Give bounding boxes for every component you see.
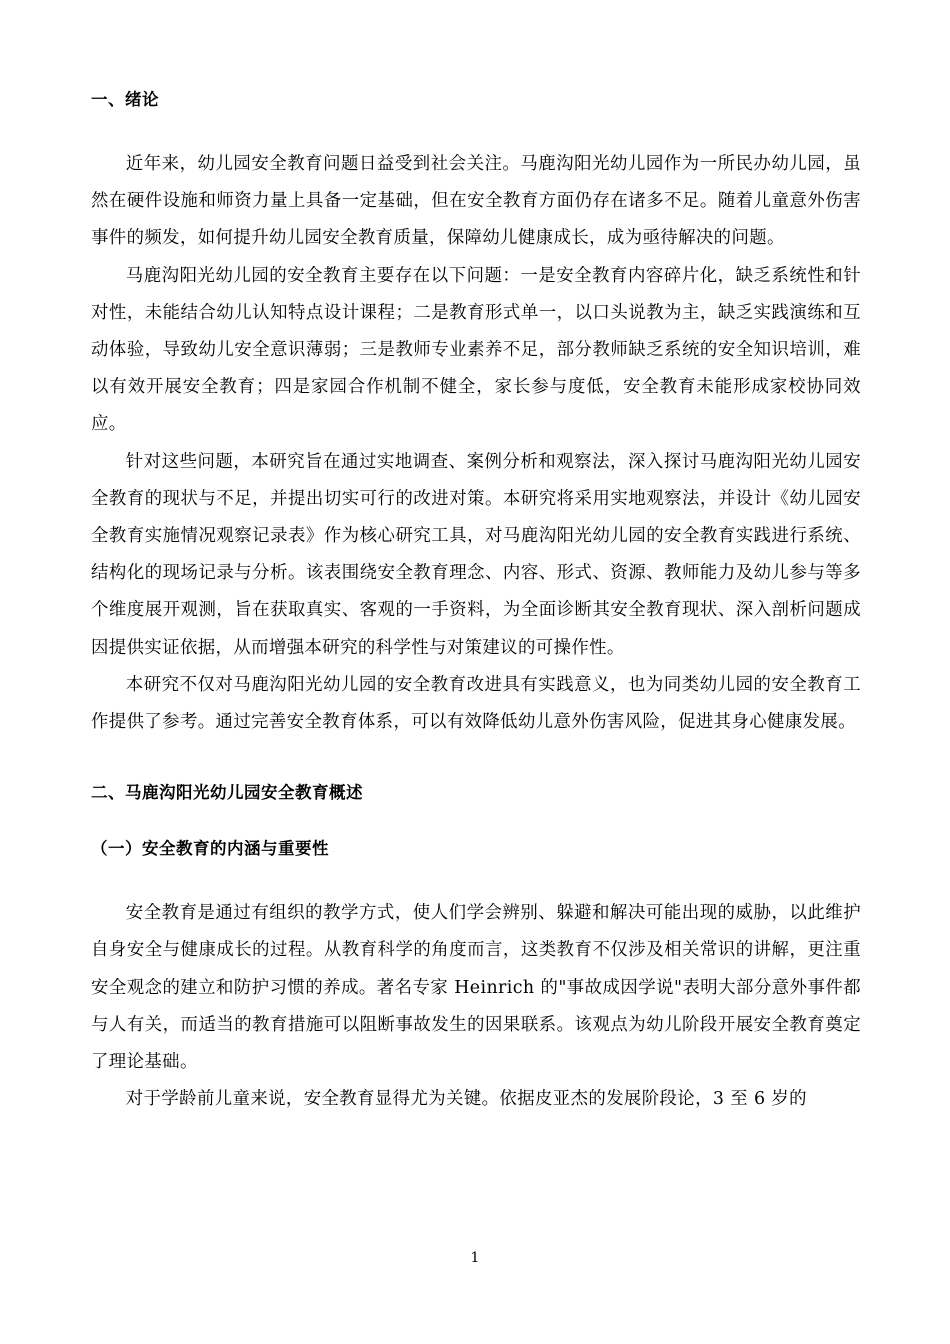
paragraph: 针对这些问题，本研究旨在通过实地调查、案例分析和观察法，深入探讨马鹿沟阳光幼儿园安全教育的现状与不足，并提出切实可行的改进对策。本研究将采用实地观察法，并设计《幼儿园安全教育实施情况观察记录表》作为核心研究工具，对马鹿沟阳光幼儿园的安全教育实践进行系统、结构化的现场记录与分析。该表围绕安全教育理念、内容、形式、资源、教师能力及幼儿参与等多个维度展开观测，旨在获取真实、客观的一手资料，为全面诊断其安全教育现状、深入剖析问题成因提供实证依据，从而增强本研究的科学性与对策建议的可操作性。 xyxy=(91,451,861,658)
section-heading-overview: 二、马鹿沟阳光幼儿园安全教育概述 xyxy=(91,783,363,803)
section-heading-intro: 一、绪论 xyxy=(91,90,159,109)
subsection-heading: （一）安全教育的内涵与重要性 xyxy=(91,839,329,859)
paragraph: 近年来，幼儿园安全教育问题日益受到社会关注。马鹿沟阳光幼儿园作为一所民办幼儿园，虽然在硬件设施和师资力量上具备一定基础，但在安全教育方面仍存在诸多不足。随着儿童意外伤害事件的频发，如何提升幼儿园安全教育质量，保障幼儿健康成长，成为亟待解决的问题。 xyxy=(91,154,861,249)
paragraph: 对于学龄前儿童来说，安全教育显得尤为关键。依据皮亚杰的发展阶段论，3 至 6 岁的 xyxy=(125,1089,807,1110)
page-content xyxy=(91,88,861,1118)
paragraph: 安全教育是通过有组织的教学方式，使人们学会辨别、躲避和解决可能出现的威胁，以此维护自身安全与健康成长的过程。从教育科学的角度而言，这类教育不仅涉及相关常识的讲解，更注重安全观念的建立和防护习惯的养成。著名专家 Heinrich 的"事故成因学说"表明大部分意外事件都与人有关，而适当的教育措施可以阻断事故发生的因果联系。该观点为幼儿阶段开展安全教育奠定了理论基础。 xyxy=(91,903,861,1073)
paragraph: 马鹿沟阳光幼儿园的安全教育主要存在以下问题：一是安全教育内容碎片化，缺乏系统性和针对性，未能结合幼儿认知特点设计课程；二是教育形式单一，以口头说教为主，缺乏实践演练和互动体验，导致幼儿安全意识薄弱；三是教师专业素养不足，部分教师缺乏系统的安全知识培训，难以有效开展安全教育；四是家园合作机制不健全，家长参与度低，安全教育未能形成家校协同效应。 xyxy=(91,265,861,435)
paragraph: 本研究不仅对马鹿沟阳光幼儿园的安全教育改进具有实践意义，也为同类幼儿园的安全教育工作提供了参考。通过完善安全教育体系，可以有效降低幼儿意外伤害风险，促进其身心健康发展。 xyxy=(91,674,861,733)
page-number: 1 xyxy=(470,1250,480,1266)
